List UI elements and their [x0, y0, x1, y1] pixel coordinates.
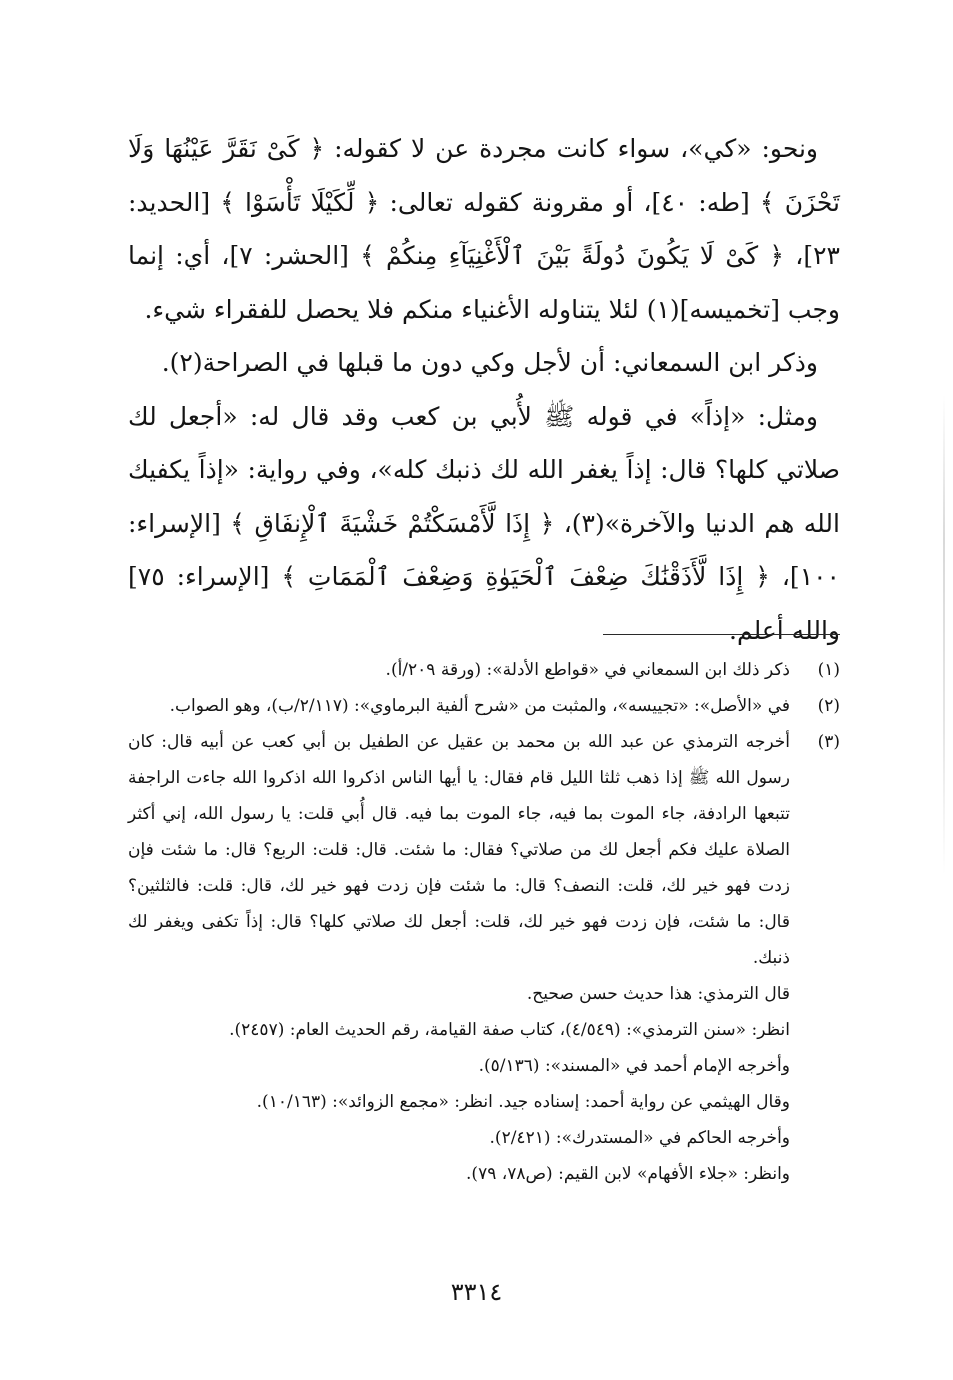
- footnote-number: (٢): [817, 696, 840, 716]
- footnote-text: وقال الهيثمي عن رواية أحمد: إسناده جيد. انظر: «مجمع الزوائد»: (١٠/١٦٣).: [256, 1092, 790, 1112]
- main-paragraph-2: وذكر ابن السمعاني: أن لأجل وكي دون ما قبلها في الصراحة(٢).: [161, 348, 818, 377]
- main-text: [128, 122, 840, 657]
- footnote-text: ذكر ذلك ابن السمعاني في «قواطع الأدلة»: (ورقة ٢٠٩/أ).: [385, 660, 790, 680]
- footnote-text: وانظر: «جلاء الأفهام» لابن القيم: (ص٧٨، ٧٩).: [466, 1164, 790, 1184]
- scan-edge-shadow: [943, 395, 945, 875]
- page-number: ٣٣١٤: [450, 1278, 503, 1306]
- footnote-number: (١): [817, 660, 840, 680]
- footnote-text: أخرجه الترمذي عن عبد الله بن محمد بن عقيل عن الطفيل بن أبي كعب عن أبيه قال: كان رسول الله ﷺ إذا ذهب ثلثا الليل قام فقال: يا أيها الناس اذكروا الله اذكروا الله جاءت الراجفة تتبعها الرادفة، جاء الموت بما فيه، جاء الموت بما فيه. قال أُبي قلت: يا رسول الله، إني أكثر الصلاة عليك فكم أجعل لك من صلاتي؟ فقال: ما شئت. قال: قلت: الربع؟ قال: ما شئت فإن زدت فهو خير لك، قلت: النصف؟ قال: ما شئت فإن زدت فهو خير لك، قال: قلت: فالثلثين؟ قال: ما شئت، فإن زدت فهو خير لك، قلت: أجعل لك صلاتي كلها؟ قال: إذاً تكفى ويغفر لك ذنبك.: [128, 732, 790, 968]
- footnote-3: [128, 724, 840, 1192]
- footnote-text: قال الترمذي: هذا حديث حسن صحيح.: [526, 984, 790, 1004]
- footnote-separator: [603, 634, 840, 635]
- footnote-1: [128, 652, 840, 688]
- main-paragraph-3: ومثل: «إذاً» في قوله ﷺ لأُبي بن كعب وقد قال له: «أجعل لك صلاتي كلها؟ قال: إذاً يغفر الله لك ذنبك كله»، وفي رواية: «إذاً يكفيك الله هم الدنيا والآخرة»(٣)، ﴿ إِذَا لَّأَمْسَكْتُمْ خَشْيَةَ ٱلْإِنفَاقِ ﴾ [الإسراء: ١٠٠]، ﴿ إِذَا لَّأَذَقْنَٰكَ ضِعْفَ ٱلْحَيَوٰةِ وَضِعْفَ ٱلْمَمَاتِ ﴾ [الإسراء: ٧٥] والله أعلم.: [128, 401, 840, 645]
- footnote-number: (٣): [817, 732, 840, 752]
- main-paragraph-1: ونحو: «كي»، سواء كانت مجردة عن لا كقوله: ﴿ كَىْ نَقَرَّ عَيْنُهَا وَلَا تَحْزَنَ ﴾ [طه: ٤٠]، أو مقرونة كقوله تعالى: ﴿ لِّكَيْلَا تَأْسَوْا ﴾ [الحديد: ٢٣]، ﴿ كَىْ لَا يَكُونَ دُولَةً بَيْنَ ٱلْأَغْنِيَآءِ مِنكُمْ ﴾ [الحشر: ٧]، أي: إنما وجب [تخميسه](١) لئلا يتناوله الأغنياء منكم فلا يحصل للفقراء شيء.: [128, 134, 840, 324]
- footnote-text: وأخرجه الحاكم في «المستدرك»: (٢/٤٢١).: [489, 1128, 790, 1148]
- footnote-text: انظر: «سنن الترمذي»: (٤/٥٤٩)، كتاب صفة القيامة، رقم الحديث العام: (٢٤٥٧).: [229, 1020, 790, 1040]
- footnotes: [128, 652, 840, 1192]
- footnote-text: وأخرجه الإمام أحمد في «المسند»: (٥/١٣٦).: [478, 1056, 790, 1076]
- footnote-text: في «الأصل»: «تجييسه»، والمثبت من «شرح ألفية البرماوي»: (٢/١١٧/ب)، وهو الصواب.: [169, 696, 790, 716]
- footnote-2: [128, 688, 840, 724]
